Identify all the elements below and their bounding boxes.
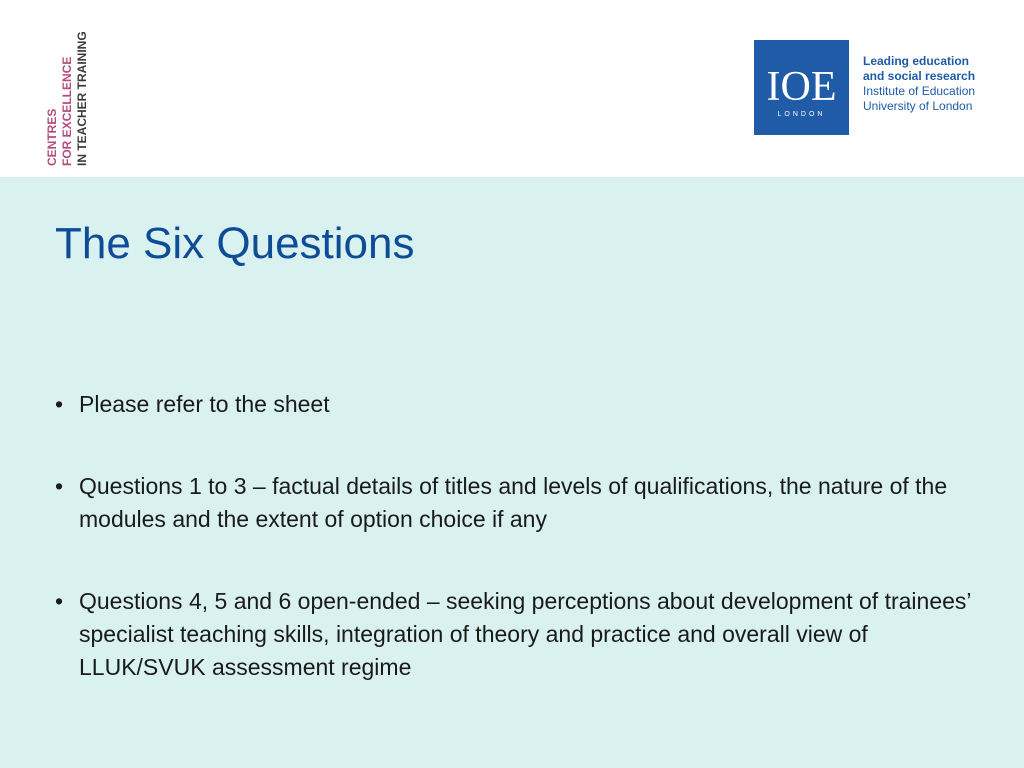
cett-logo-line-1: CENTRES: [45, 108, 59, 166]
ioe-tagline-2: and social research: [863, 69, 976, 83]
bullet-icon: •: [55, 391, 64, 417]
slide-header: [0, 0, 1024, 177]
slide-title: The Six Questions: [55, 219, 415, 268]
cett-logo-line-3: IN TEACHER TRAINING: [75, 31, 89, 166]
bullet-icon: •: [55, 588, 64, 614]
cett-logo: [44, 14, 96, 168]
bullet-text: Questions 4, 5 and 6 open-ended – seeking perceptions about development of trainees’ specialist teaching skills, integration of theory and practice and overall view of LLUK/SVUK assessment regime: [79, 588, 971, 680]
bullet-item: [55, 470, 995, 536]
ioe-logo-place: LONDON: [777, 111, 826, 118]
bullet-item: [55, 585, 995, 684]
ioe-logo-letters: IOE: [766, 64, 837, 110]
bullet-icon: •: [55, 473, 64, 499]
bullet-text: Please refer to the sheet: [79, 391, 330, 417]
ioe-logo-text: [863, 54, 1013, 114]
cett-logo-line-2: FOR EXCELLENCE: [60, 56, 74, 166]
bullet-list: [55, 388, 995, 733]
bullet-item: [55, 388, 995, 421]
bullet-text: Questions 1 to 3 – factual details of titles and levels of qualifications, the nature of the modules and the extent of option choice if any: [79, 473, 948, 532]
ioe-institution-1: Institute of Education: [863, 84, 976, 98]
ioe-institution-2: University of London: [863, 99, 973, 113]
ioe-tagline-1: Leading education: [863, 54, 970, 68]
ioe-logo-mark: [754, 40, 849, 135]
